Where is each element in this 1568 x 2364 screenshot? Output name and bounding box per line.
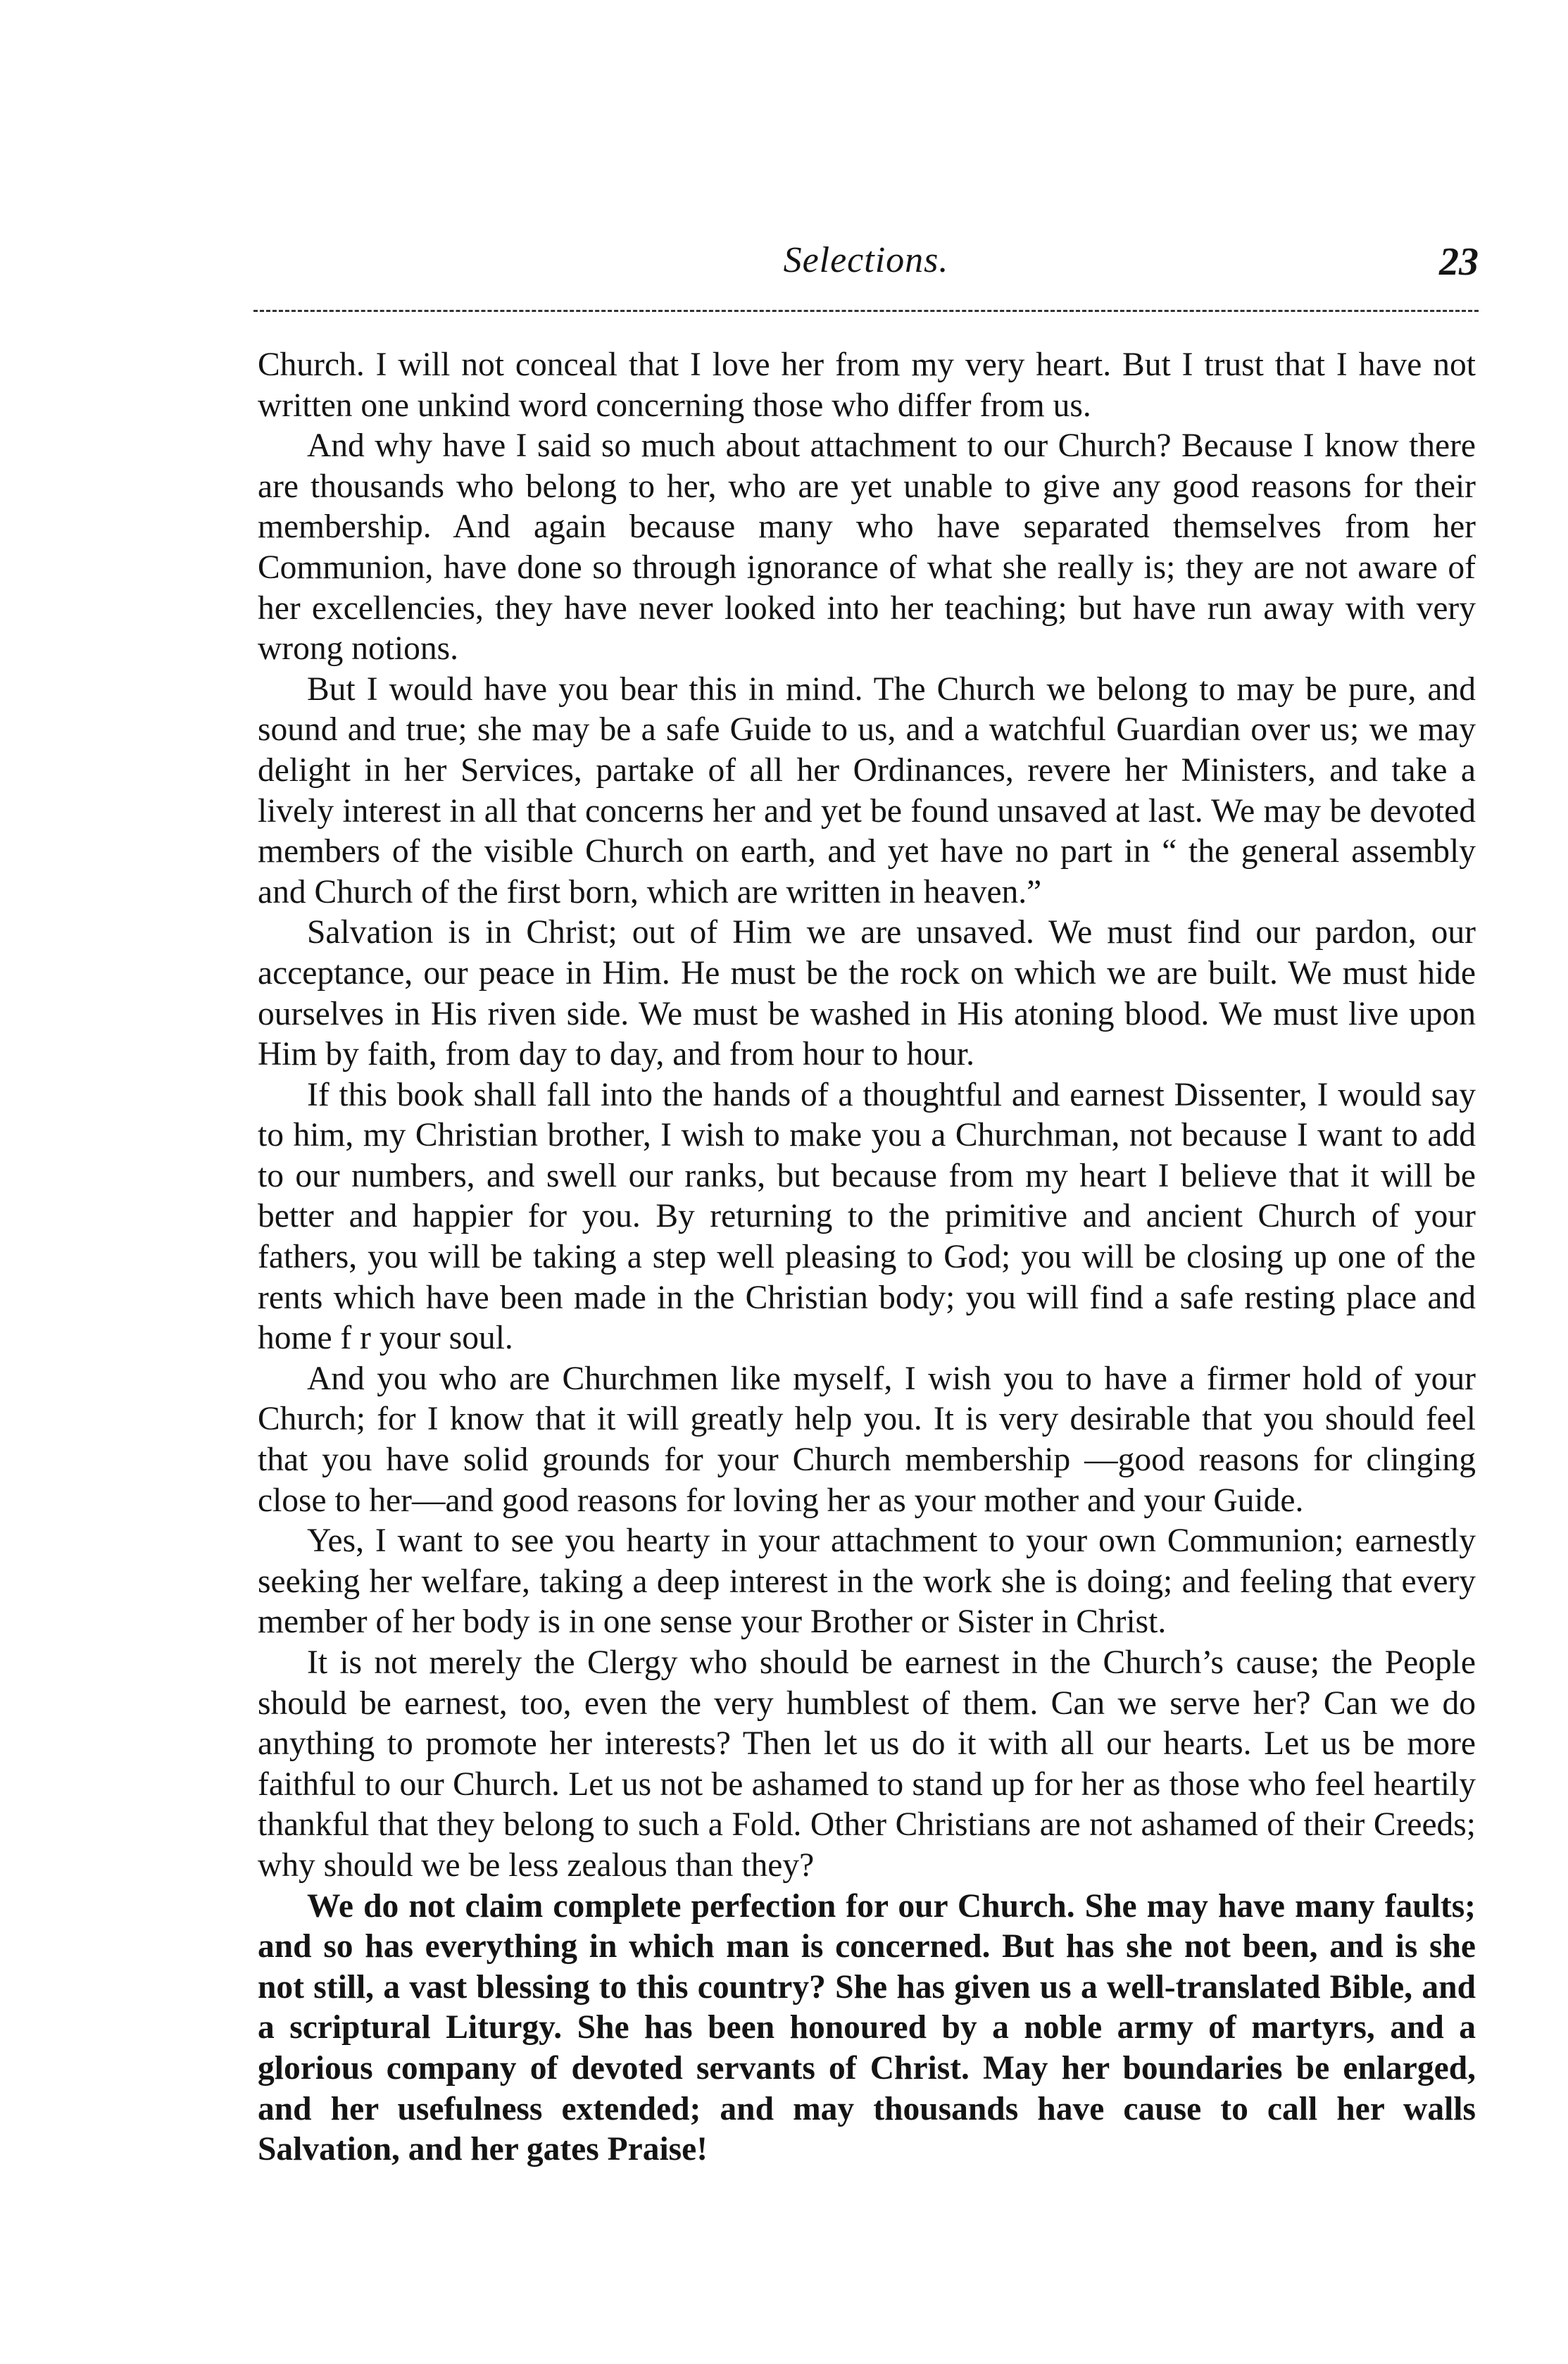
body-text bbox=[258, 345, 1476, 2170]
page-number: 23 bbox=[1439, 240, 1479, 284]
page-header bbox=[253, 239, 1479, 296]
paragraph: And you who are Churchmen like myself, I wish you to have a firmer hold of your Church; for I know that it will greatly help you. It is very desirable that you should feel that you have solid grounds for your Church membership —good reasons for clinging close to her—and good reasons for loving her as your mother and your Guide. bbox=[258, 1360, 1476, 1519]
running-title: Selections. bbox=[783, 240, 949, 280]
paragraph: Salvation is in Christ; out of Him we are unsaved. We must find our pardon, our acceptance, our peace in Him. He must be the rock on which we are built. We must hide ourselves in His riven side. We must be washed in His atoning blood. We must live upon Him by faith, from day to day, and from hour to hour. bbox=[258, 914, 1476, 1073]
paragraph: And why have I said so much about attachment to our Church? Because I know there are thousands who belong to her, who are yet unable to give any good reasons for their membership. And again because many who have separated themselves from her Communion, have done so through ignorance of what she really is; they are not aware of her excellencies, they have never looked into her teaching; but have run away with very wrong notions. bbox=[258, 427, 1476, 668]
paragraph: If this book shall fall into the hands of a thoughtful and earnest Dissenter, I would say to him, my Christian brother, I wish to make you a Churchman, not because I want to add to our numbers, and swell our ranks, but because from my heart I believe that it will be better and happier for you. By returning to the primitive and ancient Church of your fathers, you will be taking a step well pleasing to God; you will be closing up one of the rents which have been made in the Christian body; you will find a safe resting place and home f r your soul. bbox=[258, 1076, 1476, 1357]
paragraph: But I would have you bear this in mind. The Church we belong to may be pure, and sound and true; she may be a safe Guide to us, and a watchful Guardian over us; we may delight in her Services, partake of all her Ordinances, revere her Ministers, and take a lively interest in all that concerns her and yet be found unsaved at last. We may be devoted members of the visible Church on earth, and yet have no part in “ the general assembly and Church of the first born, which are written in heaven.” bbox=[258, 670, 1476, 911]
header-rule bbox=[253, 310, 1479, 312]
paragraph: Yes, I want to see you hearty in your attachment to your own Communion; earnestly seeking her welfare, taking a deep interest in the work she is doing; and feeling that every member of her body is in one sense your Brother or Sister in Christ. bbox=[258, 1522, 1476, 1641]
paragraph: Church. I will not conceal that I love her from my very heart. But I trust that I have not written one unkind word concerning those who differ from us. bbox=[258, 346, 1476, 424]
paragraph: It is not merely the Clergy who should be earnest in the Church’s cause; the People should be earnest, too, even the very humblest of them. Can we serve her? Can we do anything to promote her interests? Then let us do it with all our hearts. Let us be more faithful to our Church. Let us not be ashamed to stand up for her as those who feel heartily thankful that they belong to such a Fold. Other Christians are not ashamed of their Creeds; why should we be less zealous than they? bbox=[258, 1644, 1476, 1884]
paragraph: We do not claim complete perfection for our Church. She may have many faults; and so has everything in which man is concerned. But has she not been, and is she not still, a vast blessing to this country? She has given us a well-translated Bible, and a scriptural Liturgy. She has been honoured by a noble army of martyrs, and a glorious company of devoted servants of Christ. May her boundaries be enlarged, and her usefulness extended; and may thousands have cause to call her walls Salvation, and her gates Praise! bbox=[258, 1887, 1476, 2168]
